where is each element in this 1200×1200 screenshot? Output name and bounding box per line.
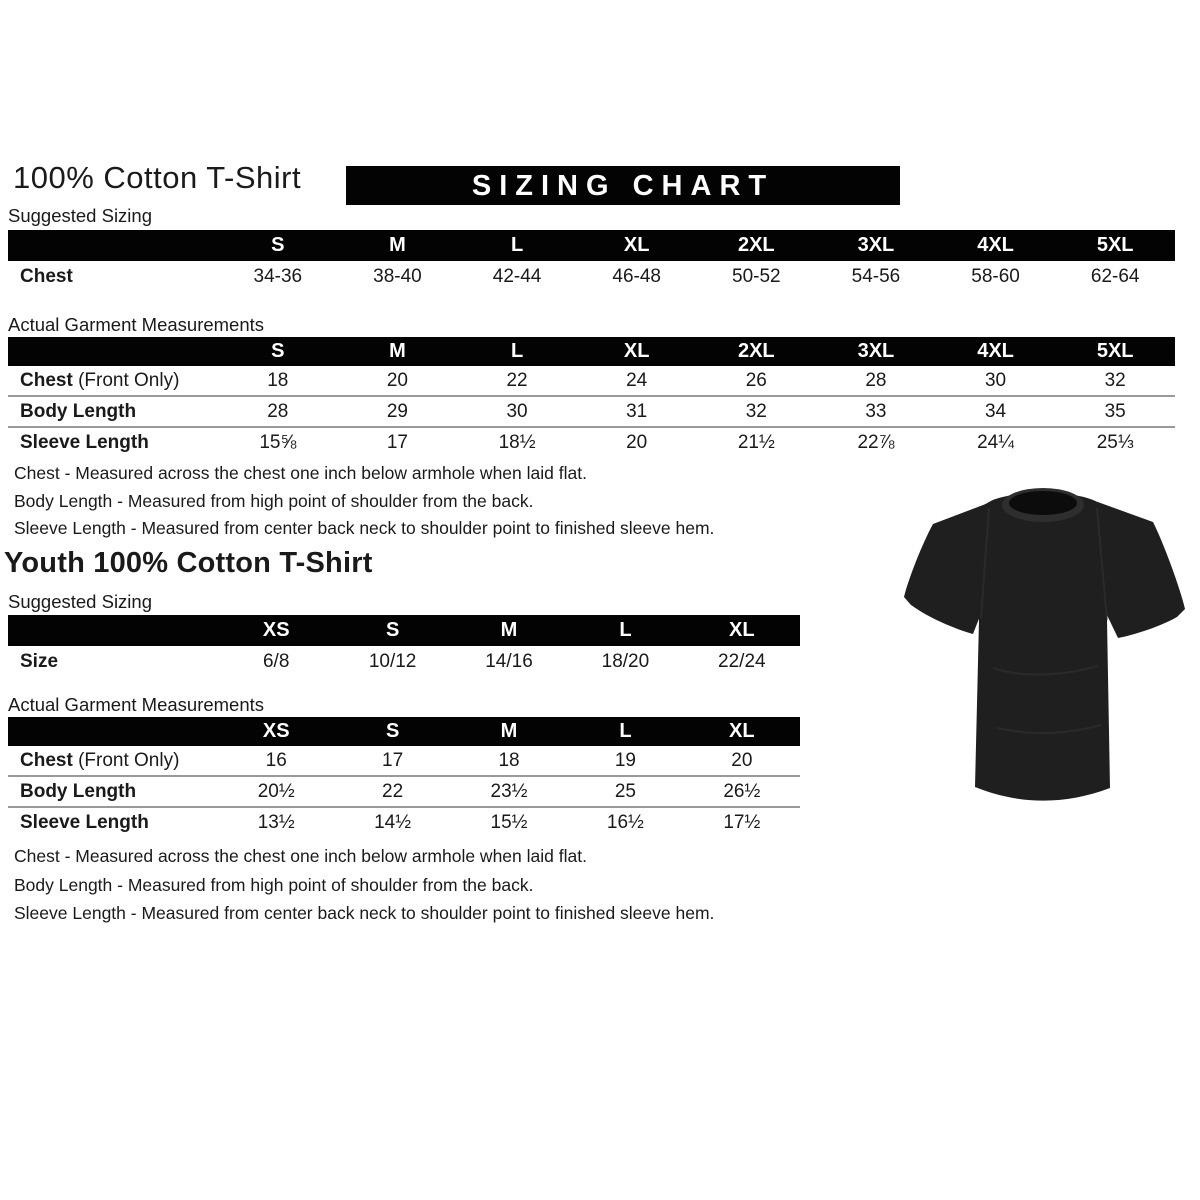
table-cell: 21½ <box>737 431 775 453</box>
tshirt-graphic <box>893 468 1193 813</box>
table-cell: 14/16 <box>485 650 533 672</box>
size-column-header: M <box>389 234 406 256</box>
table-cell: 17½ <box>723 811 761 833</box>
table-cell: 10/12 <box>368 650 417 672</box>
sizing-chart-banner: SIZING CHART <box>346 166 900 205</box>
adult-suggested-sizing-label: Suggested Sizing <box>8 205 152 226</box>
adult-sleeve-length-row <box>8 426 1175 457</box>
table-cell: 30 <box>506 400 528 422</box>
youth-size-row <box>8 646 800 677</box>
size-column-header: L <box>510 234 524 256</box>
adult-garment-header-row <box>8 337 1175 366</box>
table-cell: 18 <box>267 369 289 391</box>
tshirt-image <box>893 468 1193 813</box>
table-cell: 28 <box>865 369 887 391</box>
youth-measurement-notes <box>14 842 714 928</box>
table-cell: 26½ <box>723 780 761 802</box>
table-cell: 16 <box>265 749 287 771</box>
table-cell: 19 <box>614 749 636 771</box>
table-cell: 25⅓ <box>1096 431 1134 453</box>
row-label-suffix: (Front Only) <box>72 369 180 391</box>
table-cell: 31 <box>626 400 648 422</box>
note-line: Sleeve Length - Measured from center back neck to shoulder point to finished sleeve hem. <box>14 903 715 923</box>
table-cell: 17 <box>382 749 404 771</box>
row-label: Chest <box>20 265 73 287</box>
page-title: 100% Cotton T-Shirt <box>13 160 302 195</box>
row-label-suffix: (Front Only) <box>72 749 180 771</box>
adult-garment-measurements-label: Actual Garment Measurements <box>8 314 265 335</box>
youth-sleeve-length-row <box>8 806 800 837</box>
youth-garment-measurements-label: Actual Garment Measurements <box>8 694 265 715</box>
table-cell: 22 <box>382 780 404 802</box>
table-cell: 13½ <box>257 811 295 833</box>
table-cell: 24¼ <box>977 431 1015 453</box>
adult-suggested-sizing-table <box>8 230 1175 292</box>
table-cell: 54-56 <box>851 265 901 287</box>
adult-garment-measurements-table <box>8 337 1175 457</box>
note-line: Body Length - Measured from high point of shoulder from the back. <box>14 874 534 895</box>
collar-opening <box>1009 491 1077 515</box>
table-cell: 18/20 <box>601 650 650 672</box>
note-line: Chest - Measured across the chest one inch below armhole when laid flat. <box>14 846 587 866</box>
table-cell: 15½ <box>490 811 528 833</box>
youth-chest-row <box>8 746 800 775</box>
row-label: Body Length <box>20 780 137 802</box>
table-cell: 34-36 <box>253 265 303 287</box>
table-cell: 32 <box>1104 369 1126 391</box>
row-label: Body Length <box>20 400 137 422</box>
size-column-header: XL <box>623 340 650 362</box>
table-cell: 28 <box>267 400 289 422</box>
youth-suggested-sizing-table <box>8 615 800 677</box>
row-label: Sleeve Length <box>20 811 149 833</box>
row-label-main: Chest <box>20 369 73 391</box>
size-column-header: 5XL <box>1096 234 1134 256</box>
row-label <box>8 750 218 772</box>
size-column-header: S <box>271 340 285 362</box>
size-column-header: M <box>500 720 518 742</box>
note-line: Body Length - Measured from high point of shoulder from the back. <box>14 490 534 511</box>
table-cell: 16½ <box>606 811 644 833</box>
size-column-header: 5XL <box>1096 340 1134 362</box>
size-column-header: L <box>619 720 632 742</box>
size-column-header: S <box>271 234 285 256</box>
size-column-header: 3XL <box>857 340 895 362</box>
table-cell: 15⅝ <box>259 431 297 453</box>
size-column-header: 2XL <box>737 340 775 362</box>
size-column-header: 4XL <box>977 234 1014 256</box>
size-column-header: M <box>500 619 518 641</box>
table-cell: 20½ <box>257 780 295 802</box>
table-cell: 22/24 <box>718 650 766 672</box>
table-cell: 62-64 <box>1090 265 1140 287</box>
youth-suggested-header-row <box>8 615 800 646</box>
table-cell: 18 <box>498 749 520 771</box>
row-label: Sleeve Length <box>20 431 149 453</box>
size-column-header: S <box>385 619 400 641</box>
adult-chest-row <box>8 366 1175 395</box>
size-column-header: L <box>619 619 632 641</box>
table-cell: 50-52 <box>732 265 781 287</box>
table-cell: 30 <box>984 369 1007 391</box>
size-column-header: XL <box>623 234 650 256</box>
adult-suggested-header-row <box>8 230 1175 261</box>
size-column-header: 2XL <box>737 234 775 256</box>
table-cell: 29 <box>386 400 408 422</box>
table-cell: 17 <box>386 431 408 453</box>
table-cell: 26 <box>745 369 767 391</box>
size-column-header: XL <box>729 619 755 641</box>
table-cell: 34 <box>984 400 1007 422</box>
size-column-header: S <box>385 720 400 742</box>
note-line: Sleeve Length - Measured from center back neck to shoulder point to finished sleeve hem. <box>14 518 715 538</box>
table-cell: 23½ <box>490 780 528 802</box>
table-cell: 18½ <box>498 431 536 453</box>
table-cell: 32 <box>745 400 767 422</box>
table-cell: 46-48 <box>612 265 661 287</box>
table-cell: 22⅞ <box>857 431 895 453</box>
table-cell: 20 <box>731 749 753 771</box>
size-column-header: L <box>510 340 524 362</box>
table-cell: 20 <box>386 369 408 391</box>
table-cell: 33 <box>865 400 887 422</box>
table-cell: 6/8 <box>262 650 290 672</box>
table-cell: 24 <box>626 369 648 391</box>
table-cell: 58-60 <box>971 265 1020 287</box>
size-column-header: XS <box>262 720 290 742</box>
table-cell: 42-44 <box>492 265 542 287</box>
adult-body-length-row <box>8 395 1175 426</box>
table-cell: 25 <box>614 780 636 802</box>
size-column-header: XL <box>729 720 755 742</box>
youth-body-length-row <box>8 775 800 806</box>
table-cell: 20 <box>626 431 648 453</box>
adult-chest-range-row <box>8 261 1175 292</box>
youth-garment-measurements-table <box>8 717 800 837</box>
row-label <box>8 370 218 392</box>
table-cell: 14½ <box>374 811 412 833</box>
size-column-header: XS <box>262 619 290 641</box>
table-cell: 38-40 <box>373 265 422 287</box>
size-column-header: 4XL <box>977 340 1014 362</box>
adult-measurement-notes <box>14 460 714 543</box>
youth-suggested-sizing-label: Suggested Sizing <box>8 591 152 612</box>
note-line: Chest - Measured across the chest one inch below armhole when laid flat. <box>14 463 587 483</box>
table-cell: 22 <box>506 369 528 391</box>
youth-garment-header-row <box>8 717 800 746</box>
size-column-header: M <box>389 340 406 362</box>
row-label: Size <box>20 650 59 672</box>
size-column-header: 3XL <box>857 234 895 256</box>
table-cell: 35 <box>1104 400 1126 422</box>
youth-title: Youth 100% Cotton T-Shirt <box>4 547 373 579</box>
row-label-main: Chest <box>20 749 73 771</box>
